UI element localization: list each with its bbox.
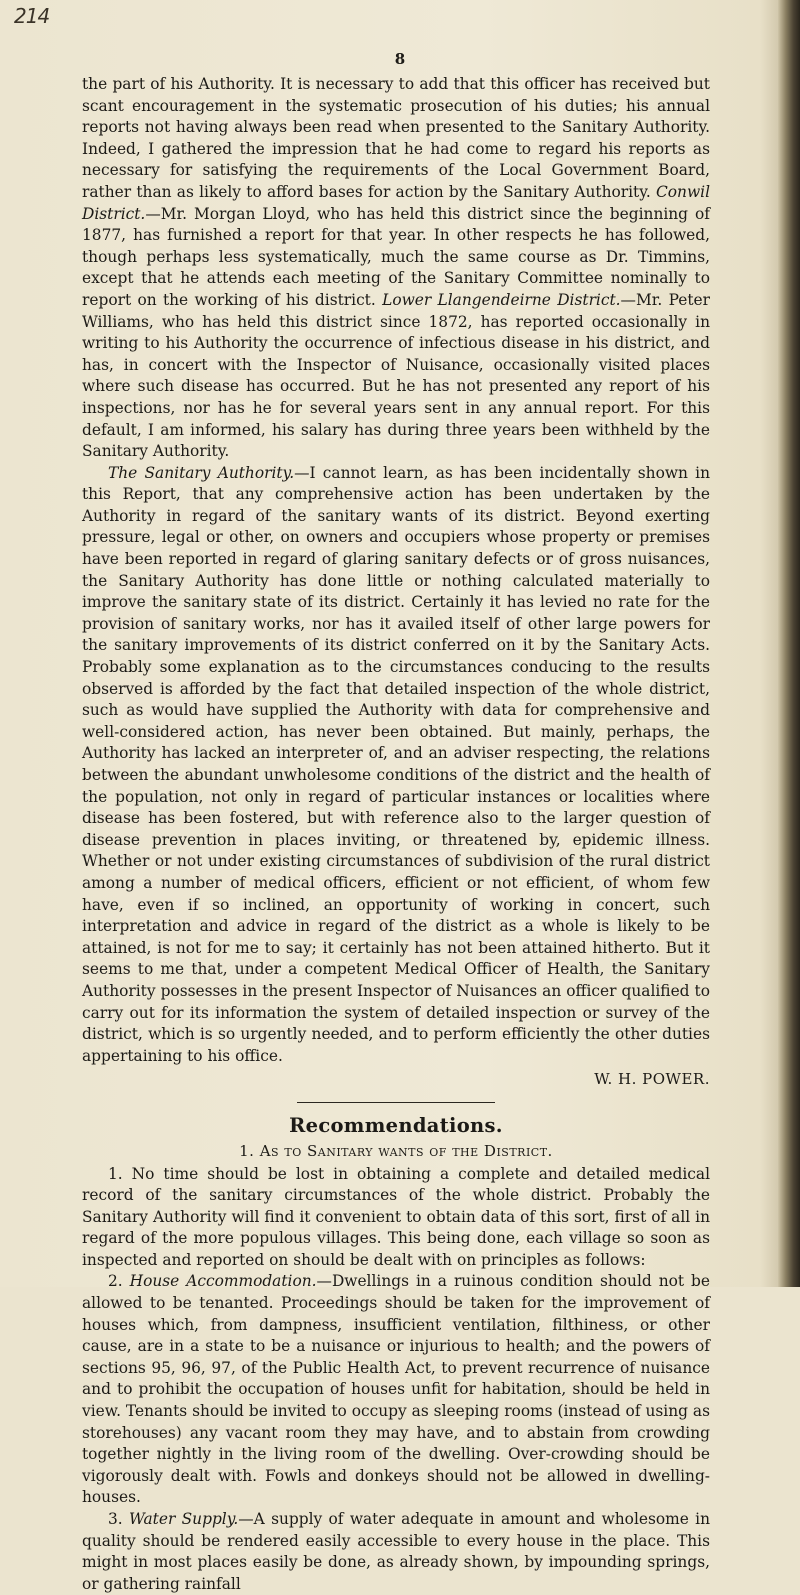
recommendation-item bbox=[82, 1164, 710, 1272]
paragraph bbox=[82, 463, 710, 1068]
paragraph bbox=[82, 74, 710, 463]
italic-heading: Water Supply. bbox=[129, 1510, 238, 1528]
binding-edge bbox=[778, 0, 800, 1287]
text-run: —Mr. Peter Williams, who has held this district since 1872, has reported occasionally in writing to his Authority the occurrence of infectious disease in his district, and has, in concert with the Inspector of Nuisance, occasionally visited places where such disease has occurred. But he has not presented any report of his inspections, nor has he for several years sent in any annual report. For this default, I am informed, his salary has during three years been withheld by the Sanitary Authority. bbox=[82, 291, 710, 460]
report-text bbox=[82, 74, 710, 1067]
text-run: the part of his Authority. It is necessary to add that this officer has received but scant encouragement in the systematic prosecution of his duties; his annual reports not having always been read when presented to the Sanitary Authority. Indeed, I gathered the impression that he had come to regard his reports as necessary for satisfying the requirements of the Local Government Board, rather than as likely to afford bases for action by the Sanitary Authority. bbox=[82, 75, 710, 201]
text-run: —Mr. Morgan Lloyd, who has held this district since the beginning of 1877, has furnished a report for that year. In other respects he has followed, though perhaps less systematically, much the same course as Dr. Timmins, except that he attends each meeting of the Sanitary Committee nominally to report on the working of his district. bbox=[82, 205, 710, 309]
italic-heading: Lower Llangendeirne District. bbox=[382, 291, 620, 309]
signature: W. H. POWER. bbox=[82, 1069, 710, 1091]
page-number: 8 bbox=[0, 50, 800, 68]
italic-heading: The Sanitary Authority. bbox=[108, 464, 294, 482]
text-run: —I cannot learn, as has been incidentally shown in this Report, that any comprehensive action has been undertaken by the Authority in regard of the sanitary wants of its district. Beyond exerting pressure, legal or other, on owners and occupiers whose property or premises have been reported in regard of glaring sanitary defects or of gross nuisances, the Sanitary Authority has done little or nothing calculated materially to improve the sanitary state of its district. Certainly it has levied no rate for the provision of sanitary works, nor has it availed itself of other large powers for the sanitary improvements of its district conferred on it by the Sanitary Acts. Probably some explanation as to the circumstances conducing to the results observed is afforded by the fact that detailed inspection of the whole district, such as would have supplied the Authority with data for comprehensive and well-considered action, has never been obtained. But mainly, perhaps, the Authority has lacked an interpreter of, and an adviser respecting, the relations between the abundant unwholesome conditions of the district and the health of the population, not only in regard of particular instances or localities where disease has been fostered, but with reference also to the larger question of disease prevention in places inviting, or threatened by, epidemic illness. Whether or not under existing circumstances of subdivision of the rural district among a number of medical officers, efficient or not efficient, of whom few have, even if so inclined, an opportunity of working in concert, such interpretation and advice in regard of the district as a whole is likely to be attained, is not for me to say; it certainly has not been attained hitherto. But it seems to me that, under a competent Medical Officer of Health, the Sanitary Authority possesses in the present Inspector of Nuisances an officer qualified to carry out for its information the system of detailed inspection or survey of the district, which is so urgently needed, and to perform efficiently the other duties appertaining to his office. bbox=[82, 464, 710, 1065]
recommendation-item bbox=[82, 1271, 710, 1509]
italic-heading: Conwil District. bbox=[82, 183, 710, 223]
recommendation-item bbox=[82, 1509, 710, 1595]
handwritten-page-note: 214 bbox=[14, 4, 49, 28]
text-run: —A supply of water adequate in amount and wholesome in quality should be rendered easily accessible to every house in the place. This might in most places easily be done, as already shown, by impounding springs, or gathering rainfall bbox=[82, 1510, 710, 1593]
italic-heading: House Accommodation. bbox=[130, 1272, 317, 1290]
text-run: 2. bbox=[108, 1272, 130, 1290]
text-run: 1. No time should be lost in obtaining a complete and detailed medical record of the sanitary circumstances of the whole district. Probably the Sanitary Authority will find it convenient to obtain data of this sort, first of all in regard of the more populous villages. This being done, each village so soon as inspected and reported on should be dealt with on principles as follows: bbox=[82, 1165, 710, 1269]
section-divider bbox=[297, 1102, 495, 1103]
document-body bbox=[82, 74, 710, 1595]
text-run: 3. bbox=[108, 1510, 129, 1528]
recommendations-list bbox=[82, 1164, 710, 1595]
section-heading: Recommendations. bbox=[82, 1113, 710, 1139]
text-run: —Dwellings in a ruinous condition should not be allowed to be tenanted. Proceedings should be taken for the improvement of houses which, from dampness, insufficient ventilation, filthiness, or other cause, are in a state to be a nuisance or injurious to health; and the powers of sections 95, 96, 97, of the Public Health Act, to prevent recurrence of nuisance and to prohibit the occupation of houses unfit for habitation, should be held in view. Tenants should be invited to occupy as sleeping rooms (instead of using as storehouses) any vacant room they may have, and to abstain from crowding together nightly in the living room of the dwelling. Over-crowding should be vigorously dealt with. Fowls and donkeys should not be allowed in dwelling-houses. bbox=[82, 1272, 710, 1506]
subheading-text: 1. As to Sanitary wants of the District. bbox=[239, 1142, 553, 1160]
section-subheading bbox=[82, 1141, 710, 1164]
